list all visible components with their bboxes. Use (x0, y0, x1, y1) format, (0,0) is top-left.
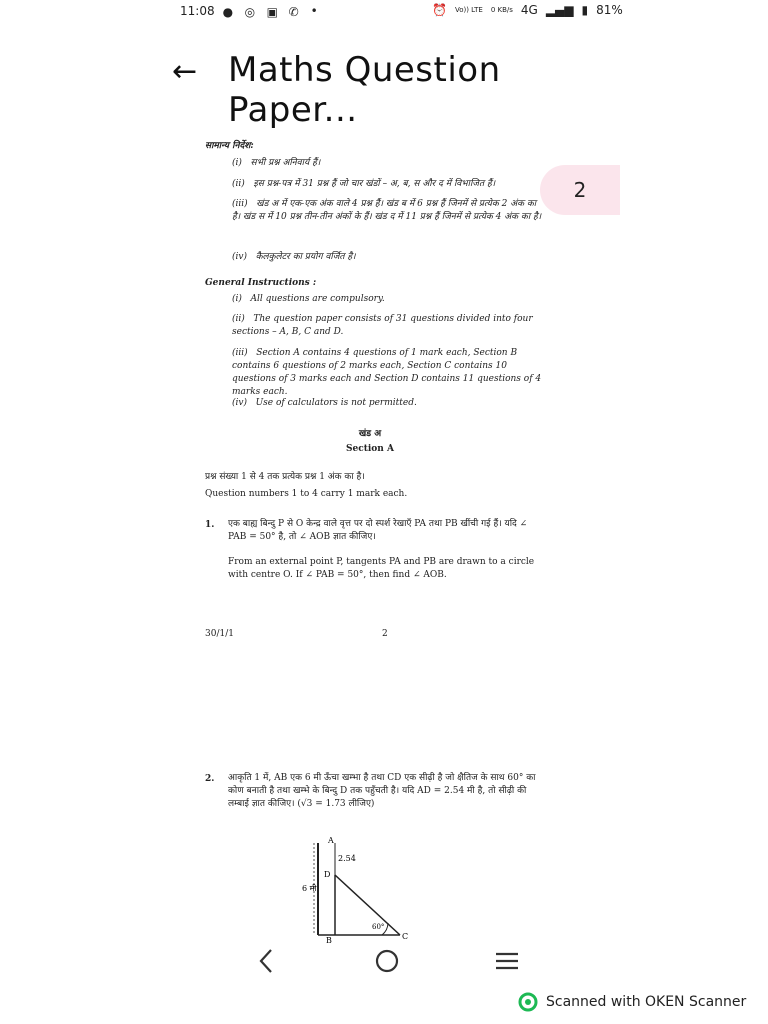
section-heading-english: Section A (346, 444, 394, 454)
label-d: D (324, 870, 331, 879)
hindi-item-1: (i) सभी प्रश्न अनिवार्य हैं। (232, 158, 321, 168)
scanner-watermark (518, 990, 768, 1014)
back-arrow-icon[interactable]: ← (172, 54, 198, 89)
page-number-indicator: 2 (540, 165, 620, 215)
volte-indicator: Vo)) LTE (454, 6, 483, 14)
alarm-icon: ⏰ (432, 3, 447, 17)
data-speed: 0 KB/s (490, 6, 513, 14)
label-c: C (402, 932, 409, 941)
general-instructions-heading: General Instructions : (205, 278, 317, 288)
document-icon: ▣ (266, 5, 278, 19)
dot-icon: • (310, 4, 318, 18)
question-1-hindi: एक बाह्य बिन्दु P से O केन्द्र वाले वृत्त पर दो स्पर्श रेखाएँ PA तथा PB खींची गई हैं। यदि ∠ PAB = 50° है, तो ∠ AOB ज्ञात कीजिए। (228, 519, 528, 542)
missed-call-icon: ✆ (288, 5, 299, 19)
scanner-logo-icon (518, 992, 538, 1012)
question-1-english: From an external point P, tangents PA and PB are drawn to a circle with centre O. If ∠ PAB = 50°, then find ∠ AOB. (228, 557, 535, 580)
system-nav-bar (160, 938, 620, 988)
label-angle: 60° (372, 923, 385, 931)
marks-note-hindi: प्रश्न संख्या 1 से 4 तक प्रत्येक प्रश्न 1 अंक का है। (205, 472, 365, 482)
app-toolbar (160, 40, 620, 130)
whatsapp-icon: ◎ (244, 5, 256, 19)
ladder-line (335, 875, 400, 935)
scanner-text: Scanned with OKEN Scanner (546, 994, 747, 1010)
question-1-number: 1. (205, 520, 215, 530)
page-footer-number: 2 (382, 629, 388, 639)
en-item-4: (iv) Use of calculators is not permitted. (232, 398, 417, 408)
label-height: 6 मी (302, 884, 317, 893)
nav-back-icon[interactable] (256, 946, 276, 976)
signal-icon: ▂▄▆ (545, 3, 574, 17)
status-time: 11:08 (180, 4, 215, 18)
nav-home-icon[interactable] (372, 946, 402, 976)
en-item-3: (iii) Section A contains 4 questions of 1 mark each, Section B contains 6 questions of 2 marks each, Section C contains 10 questions of 3 marks each and Section D contains 11 questions of 4 marks each. (232, 348, 542, 397)
label-b: B (326, 936, 332, 945)
question-2-number: 2. (205, 774, 215, 784)
hindi-item-3: (iii) खंड अ में एक-एक अंक वाले 4 प्रश्न हैं। खंड ब में 6 प्रश्न हैं जिनमें से प्रत्येक 2 अंक का है। खंड स में 10 प्रश्न तीन-तीन अंकों के हैं। खंड द में 11 प्रश्न हैं जिनमें से प्रत्येक 4 अंक का है। (232, 199, 542, 222)
battery-percent: 81% (596, 3, 623, 17)
hindi-item-2: (ii) इस प्रश्न-पत्र में 31 प्रश्न हैं जो चार खंडों – अ, ब, स और द में विभाजित हैं। (232, 179, 496, 189)
status-bar (0, 0, 768, 24)
question-2-hindi: आकृति 1 में, AB एक 6 मी ऊँचा खम्भा है तथा CD एक सीढ़ी है जो क्षैतिज के साथ 60° का कोण बनाती है तथा खम्भे के बिन्दु D तक पहुँचती है। यदि AD = 2.54 मी है, तो सीढ़ी की लम्बाई ज्ञात कीजिए। (√3 = 1.73 लीजिए) (228, 773, 536, 809)
hindi-instructions-heading: सामान्य निर्देश: (205, 141, 254, 151)
label-a: A (328, 836, 334, 845)
hindi-item-4: (iv) कैलकुलेटर का प्रयोग वर्जित है। (232, 252, 356, 262)
chat-icon: ● (222, 5, 234, 19)
network-type: 4G (520, 3, 538, 17)
document-title: Maths Question Paper... (228, 50, 501, 130)
en-item-1: (i) All questions are compulsory. (232, 294, 385, 304)
en-item-2: (ii) The question paper consists of 31 questions divided into four sections – A, B, C and D. (232, 314, 533, 337)
paper-code: 30/1/1 (205, 629, 234, 639)
label-ad-length: 2.54 (338, 854, 356, 863)
nav-recents-icon[interactable] (494, 946, 520, 976)
marks-note-english: Question numbers 1 to 4 carry 1 mark each. (205, 489, 408, 499)
battery-icon: ▮ (581, 3, 589, 17)
section-heading-hindi: खंड अ (358, 429, 382, 439)
ladder-pole-figure (300, 835, 420, 945)
